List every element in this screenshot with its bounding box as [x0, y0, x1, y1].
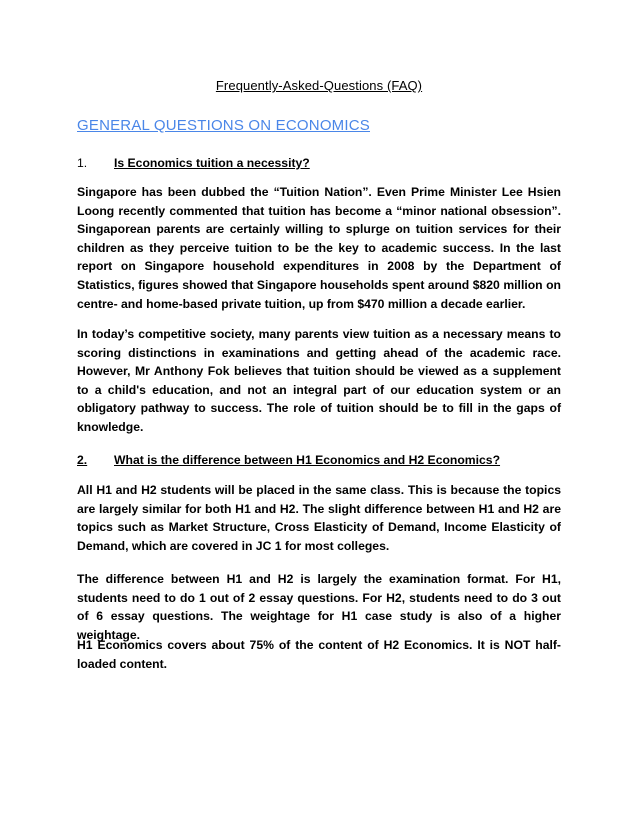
question-1-paragraph-1: Singapore has been dubbed the “Tuition Nation”. Even Prime Minister Lee Hsien Loong recently commented that tuition has become a “minor national obsession”. Singaporean parents are certainly willing to splurge on tuition services for their children as they perceive tuition to be the key to academic success. In the last report on Singapore household expenditures in 2008 by the Department of Statistics, figures showed that Singapore households spent around $820 million on centre- and home-based private tuition, up from $470 million a decade earlier.	[77, 185, 561, 311]
question-1-heading	[77, 156, 310, 170]
question-1-paragraph-2: In today’s competitive society, many parents view tuition as a necessary means to scoring distinctions in examinations and getting ahead of the academic race. However, Mr Anthony Fok believes that tuition should be viewed as a supplement to a child's education, and not an integral part of our education system or an obligatory pathway to success. The role of tuition should be to fill in the gaps of knowledge.	[77, 327, 561, 434]
question-2-paragraph-1: All H1 and H2 students will be placed in the same class. This is because the topics are largely similar for both H1 and H2. The slight difference between H1 and H2 are topics such as Market Structure, Cross Elasticity of Demand, Income Elasticity of Demand, which are covered in JC 1 for most colleges.	[77, 483, 561, 553]
question-number: 1.	[77, 156, 88, 170]
question-2-heading	[77, 453, 500, 467]
question-text: Is Economics tuition a necessity?	[114, 156, 310, 170]
section-heading: GENERAL QUESTIONS ON ECONOMICS	[77, 117, 370, 134]
question-2-paragraph-2: The difference between H1 and H2 is largely the examination format. For H1, students need to do 1 out of 2 essay questions. For H2, students need to do 3 out of 6 essay questions. The weightage for H1 case study is also of a higher weightage.	[77, 572, 561, 642]
question-2-paragraph-3: H1 Economics covers about 75% of the content of H2 Economics. It is NOT half-loaded content.	[77, 638, 561, 671]
question-number: 2.	[77, 453, 88, 467]
page-title: Frequently-Asked-Questions (FAQ)	[215, 78, 423, 93]
question-text: What is the difference between H1 Economics and H2 Economics?	[114, 453, 501, 467]
